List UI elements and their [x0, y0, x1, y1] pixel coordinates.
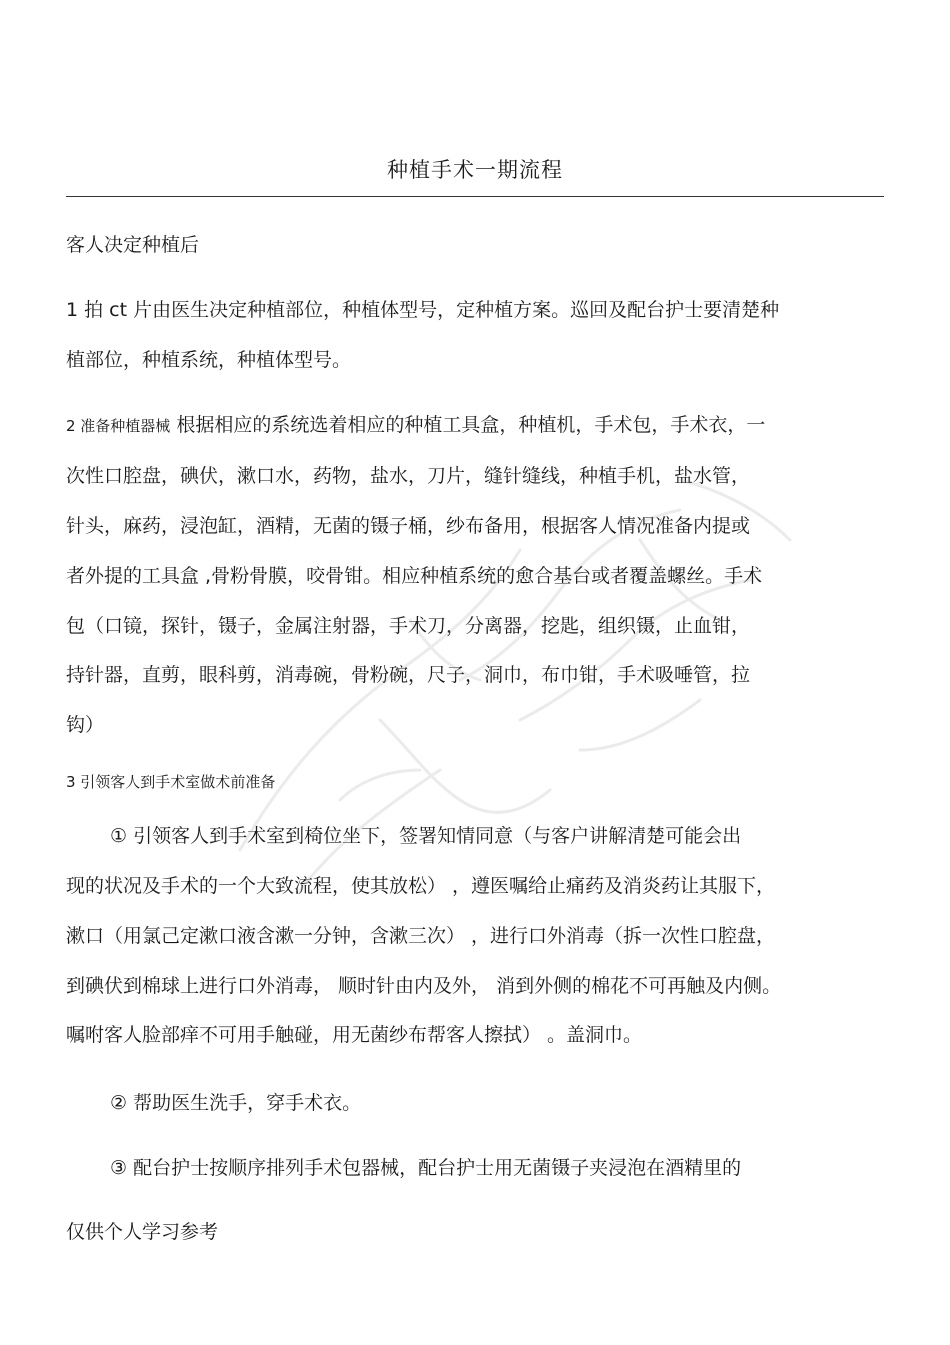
document-title: 种植手术一期流程 — [387, 158, 563, 182]
step-2-line-4: 者外提的工具盒 ,骨粉骨膜，咬骨钳。相应种植系统的愈合基台或者覆盖螺丝。手术 — [66, 565, 763, 587]
step-2-line-7: 钩） — [66, 714, 105, 736]
step-3-item-2: ② 帮助医生洗手，穿手术衣。 — [110, 1092, 362, 1114]
step-3-item-3-line-1: ③ 配台护士按顺序排列手术包器械，配台护士用无菌镊子夹浸泡在酒精里的 — [110, 1157, 742, 1179]
step-2-line-3: 针头，麻药，浸泡缸，酒精，无菌的镊子桶，纱布备用，根据客人情况准备内提或 — [66, 515, 751, 537]
paragraph-intro: 客人决定种植后 — [66, 234, 200, 256]
step-2-line-2: 次性口腔盘，碘伏，漱口水，药物，盐水，刀片，缝针缝线，种植手机，盐水管， — [66, 465, 751, 487]
step-2-text: 根据相应的系统选着相应的种植工具盒，种植机，手术包，手术衣，一 — [176, 414, 766, 436]
step-1-line-1: 1 拍 ct 片由医生决定种植部位，种植体型号，定种植方案。巡回及配台护士要清楚种 — [66, 299, 780, 321]
step-3-item-1-line-3: 漱口（用氯己定漱口液含漱一分钟，含漱三次） ，进行口外消毒（拆一次性口腔盘， — [66, 925, 776, 947]
title-divider — [66, 196, 884, 197]
step-2-heading: 2 准备种植器械 — [66, 417, 171, 435]
footer-note: 仅供个人学习参考 — [66, 1221, 219, 1243]
step-2-line-1 — [66, 412, 765, 439]
step-2-line-6: 持针器，直剪，眼科剪，消毒碗，骨粉碗，尺子，洞巾，布巾钳，手术吸唾管，拉 — [66, 664, 751, 686]
step-3-item-1-line-2: 现的状况及手术的一个大致流程，使其放松） ，遵医嘱给止痛药及消炎药让其服下， — [66, 875, 776, 897]
step-3-item-1-line-1: ① 引领客人到手术室到椅位坐下，签署知情同意（与客户讲解清楚可能会出 — [110, 825, 742, 847]
step-3-item-1-line-5: 嘱咐客人脸部痒不可用手触碰，用无菌纱布帮客人擦拭） 。盖洞巾。 — [66, 1024, 643, 1046]
step-3-heading: 3 引领客人到手术室做术前准备 — [66, 773, 276, 791]
step-3-item-1-line-4: 到碘伏到棉球上进行口外消毒， 顺时针由内及外， 消到外侧的棉花不可再触及内侧。 — [66, 975, 782, 997]
step-2-line-5: 包（口镜，探针，镊子，金属注射器，手术刀，分离器，挖匙，组织镊，止血钳， — [66, 615, 751, 637]
step-1-line-2: 植部位，种植系统，种植体型号。 — [66, 349, 352, 371]
